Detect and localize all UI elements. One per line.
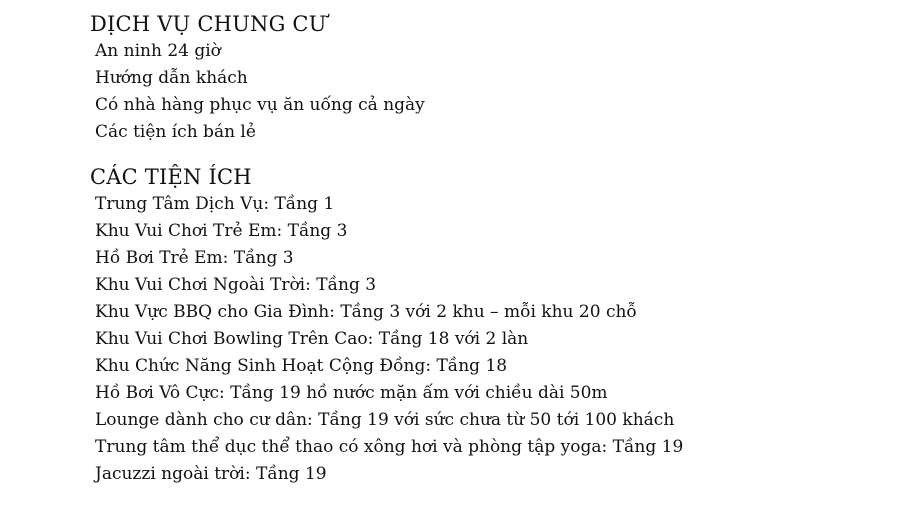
list-item: Hồ Bơi Vô Cực: Tầng 19 hồ nước mặn ấm với chiều dài 50m xyxy=(95,383,608,403)
list-item: Jacuzzi ngoài trời: Tầng 19 xyxy=(95,464,327,484)
document-page xyxy=(90,10,870,488)
amenities-title: CÁC TIỆN ÍCH xyxy=(90,165,252,189)
list-item: Khu Vui Chơi Trẻ Em: Tầng 3 xyxy=(95,221,348,241)
amenities-section xyxy=(90,163,870,488)
list-item: Khu Vực BBQ cho Gia Đình: Tầng 3 với 2 khu – mỗi khu 20 chỗ xyxy=(95,302,637,322)
list-item: An ninh 24 giờ xyxy=(95,41,221,61)
list-item: Các tiện ích bán lẻ xyxy=(95,122,256,142)
list-item: Hướng dẫn khách xyxy=(95,68,248,88)
list-item: Trung tâm thể dục thể thao có xông hơi và phòng tập yoga: Tầng 19 xyxy=(95,437,684,457)
list-item: Khu Vui Chơi Ngoài Trời: Tầng 3 xyxy=(95,275,377,295)
services-title: DỊCH VỤ CHUNG CƯ xyxy=(90,12,327,36)
list-item: Có nhà hàng phục vụ ăn uống cả ngày xyxy=(95,95,425,115)
amenities-list xyxy=(90,191,870,488)
list-item: Khu Vui Chơi Bowling Trên Cao: Tầng 18 với 2 làn xyxy=(95,329,529,349)
list-item: Lounge dành cho cư dân: Tầng 19 với sức chưa từ 50 tới 100 khách xyxy=(95,410,675,430)
list-item: Trung Tâm Dịch Vụ: Tầng 1 xyxy=(95,194,335,214)
services-section xyxy=(90,10,870,146)
list-item: Khu Chức Năng Sinh Hoạt Cộng Đồng: Tầng 18 xyxy=(95,356,508,376)
list-item: Hồ Bơi Trẻ Em: Tầng 3 xyxy=(95,248,294,268)
services-list xyxy=(90,38,870,146)
